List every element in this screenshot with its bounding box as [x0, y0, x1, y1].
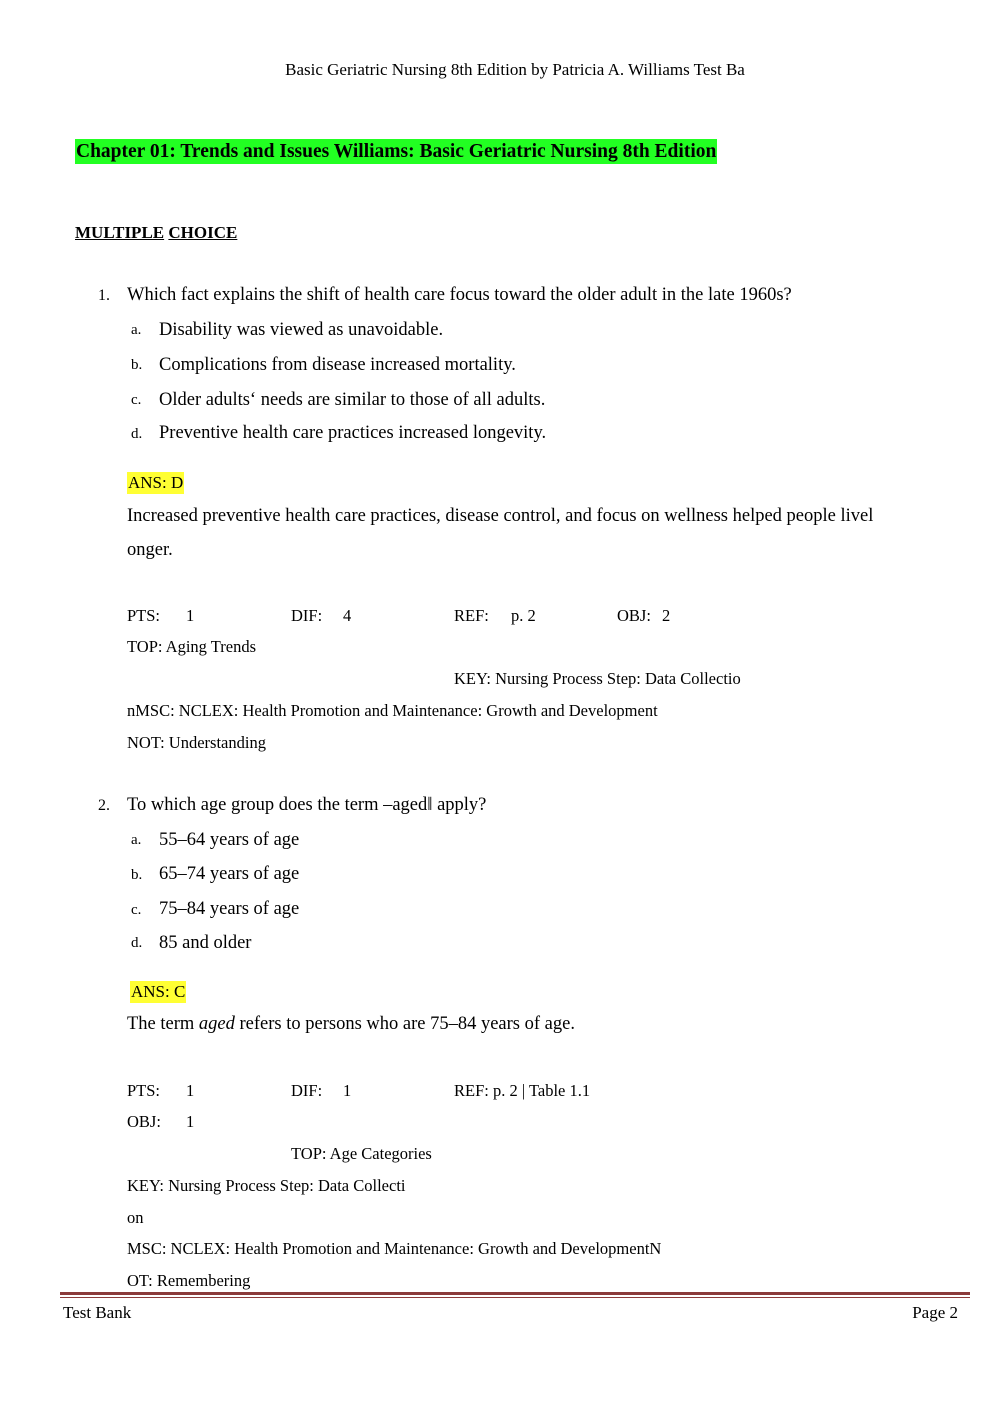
pts-value: 1 — [186, 1081, 195, 1100]
question-text: To which age group does the term ‒aged‖ apply? — [127, 795, 487, 815]
dif-value: 1 — [343, 1081, 352, 1100]
rationale-line: Increased preventive health care practices, disease control, and focus on wellness helped people livel — [127, 506, 874, 526]
topic: TOP: Age Categories — [291, 1144, 432, 1163]
section-word-1: MULTIPLE — [75, 223, 165, 242]
question-text: Which fact explains the shift of health care focus toward the older adult in the late 1960s? — [127, 285, 792, 305]
option-letter: c. — [131, 902, 142, 918]
footer-left: Test Bank — [63, 1303, 132, 1322]
option-text: Older adults‘ needs are similar to those of all adults. — [159, 390, 546, 410]
answer-key: ANS: C — [131, 982, 186, 1001]
page-number: Page 2 — [912, 1303, 958, 1322]
dif-label: DIF: — [291, 1081, 323, 1100]
ref-value: p. 2 — [511, 606, 536, 625]
question-number: 2. — [98, 797, 110, 814]
key-continued: on — [127, 1208, 144, 1227]
footer-divider-thin — [60, 1297, 970, 1298]
chapter-title: Chapter 01: Trends and Issues Williams: Basic Geriatric Nursing 8th Edition — [76, 141, 717, 162]
option-text: Complications from disease increased mortality. — [159, 355, 516, 375]
option-letter: a. — [131, 832, 142, 848]
footer-divider — [60, 1292, 970, 1295]
obj-value: 1 — [186, 1112, 195, 1131]
option-text: 65–74 years of age — [159, 864, 300, 884]
option-letter: c. — [131, 392, 142, 408]
section-word-2: CHOICE — [168, 223, 238, 242]
pts-label: PTS: — [127, 606, 161, 625]
question-number: 1. — [98, 287, 110, 304]
dif-value: 4 — [343, 606, 352, 625]
answer-key: ANS: D — [128, 473, 184, 492]
option-text: 55–64 years of age — [159, 830, 300, 850]
key: KEY: Nursing Process Step: Data Collecti — [127, 1176, 406, 1195]
option-letter: b. — [131, 357, 143, 373]
ref: REF: p. 2 | Table 1.1 — [454, 1081, 591, 1100]
rationale-line — [127, 1014, 575, 1035]
ref-label: REF: — [454, 606, 489, 625]
option-text: 75–84 years of age — [159, 899, 300, 919]
rationale-text: refers to persons who are 75–84 years of age. — [234, 1014, 575, 1034]
rationale-text: The term — [127, 1014, 199, 1034]
key: KEY: Nursing Process Step: Data Collectio — [454, 669, 741, 688]
rationale-emphasis: aged — [198, 1014, 235, 1034]
obj-label: OBJ: — [617, 606, 651, 625]
option-text: Disability was viewed as unavoidable. — [159, 320, 444, 340]
dif-label: DIF: — [291, 606, 323, 625]
option-letter: b. — [131, 867, 143, 883]
running-header: Basic Geriatric Nursing 8th Edition by Patricia A. Williams Test Ba — [285, 60, 745, 79]
msc: nMSC: NCLEX: Health Promotion and Maintenance: Growth and Development — [127, 701, 658, 720]
cognitive-level: NOT: Understanding — [127, 733, 266, 752]
option-letter: d. — [131, 935, 143, 951]
section-heading — [75, 223, 237, 243]
topic: TOP: Aging Trends — [127, 637, 256, 656]
rationale-line: onger. — [127, 540, 173, 560]
option-text: 85 and older — [159, 933, 252, 953]
cognitive-level: OT: Remembering — [127, 1271, 251, 1290]
obj-value: 2 — [662, 606, 671, 625]
msc: MSC: NCLEX: Health Promotion and Maintenance: Growth and DevelopmentN — [127, 1239, 662, 1258]
option-letter: d. — [131, 426, 143, 442]
pts-value: 1 — [186, 606, 195, 625]
option-text: Preventive health care practices increased longevity. — [159, 423, 547, 443]
option-letter: a. — [131, 322, 142, 338]
pts-label: PTS: — [127, 1081, 161, 1100]
obj-label: OBJ: — [127, 1112, 161, 1131]
